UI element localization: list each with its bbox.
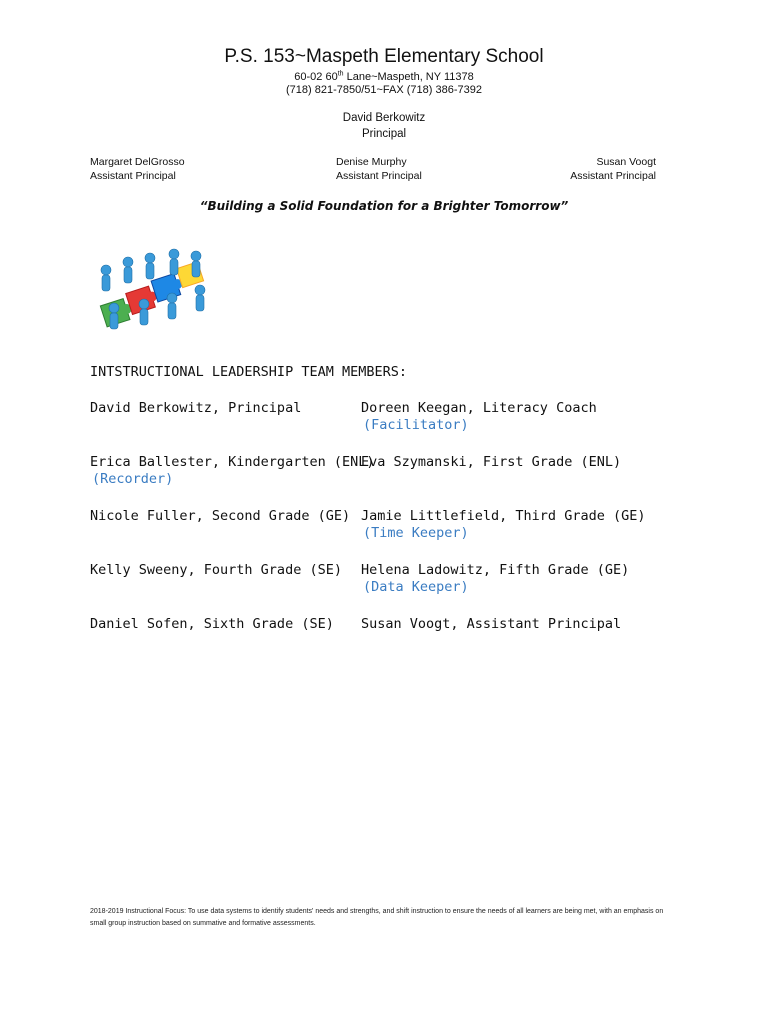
member-name: Daniel Sofen, Sixth Grade (SE) (90, 616, 334, 632)
team-member (361, 400, 597, 434)
ap-name: Denise Murphy (336, 156, 407, 168)
team-member (361, 562, 629, 596)
instructional-focus-footer: 2018-2019 Instructional Focus: To use data systems to identify students' needs and strengths, and shift instruction to ensure the needs of all learners are being met, with an emphasis on small group instruction based on summative and formative assessments. (90, 908, 664, 927)
member-name: Doreen Keegan, Literacy Coach (361, 400, 597, 416)
school-address (0, 71, 768, 83)
address-part1: 60-02 60 (294, 71, 338, 83)
address-sup: th (337, 70, 344, 78)
school-phone: (718) 821-7850/51~FAX (718) 386-7392 (285, 84, 482, 96)
team-member (90, 454, 374, 488)
member-name: Helena Ladowitz, Fifth Grade (GE) (361, 562, 630, 578)
member-role: (Facilitator) (363, 417, 469, 433)
principal-name: David Berkowitz (342, 112, 426, 124)
ap-title: Assistant Principal (90, 170, 176, 182)
team-member (361, 454, 621, 471)
assistant-principal-2 (336, 155, 422, 183)
member-name: Kelly Sweeny, Fourth Grade (SE) (90, 562, 342, 578)
principal-title: Principal (361, 128, 407, 140)
team-member (90, 562, 342, 579)
team-member (90, 616, 334, 633)
member-role: (Data Keeper) (363, 579, 469, 595)
team-heading: INTSTRUCTIONAL LEADERSHIP TEAM MEMBERS: (90, 364, 407, 380)
assistant-principal-3 (570, 155, 656, 183)
ap-name: Margaret DelGrosso (90, 156, 185, 168)
member-role: (Recorder) (92, 471, 174, 487)
team-member (361, 508, 645, 542)
team-member (361, 616, 621, 633)
member-name: David Berkowitz, Principal (90, 400, 302, 416)
address-part2: Lane~Maspeth, NY 11378 (343, 71, 474, 83)
member-name: Susan Voogt, Assistant Principal (361, 616, 622, 632)
school-name: P.S. 153~Maspeth Elementary School (224, 46, 544, 67)
member-name: Nicole Fuller, Second Grade (GE) (90, 508, 351, 524)
ap-title: Assistant Principal (336, 170, 422, 182)
team-member (90, 400, 301, 417)
member-role: (Time Keeper) (363, 525, 469, 541)
member-name: Eva Szymanski, First Grade (ENL) (361, 454, 622, 470)
member-name: Erica Ballester, Kindergarten (ENL) (90, 454, 375, 470)
team-member (90, 508, 350, 525)
assistant-principal-1 (90, 155, 185, 183)
team-puzzle-image (92, 246, 222, 334)
school-motto: “Building a Solid Foundation for a Brighter Tomorrow” (199, 199, 569, 213)
ap-title: Assistant Principal (570, 170, 656, 182)
member-name: Jamie Littlefield, Third Grade (GE) (361, 508, 646, 524)
ap-name: Susan Voogt (596, 156, 656, 168)
